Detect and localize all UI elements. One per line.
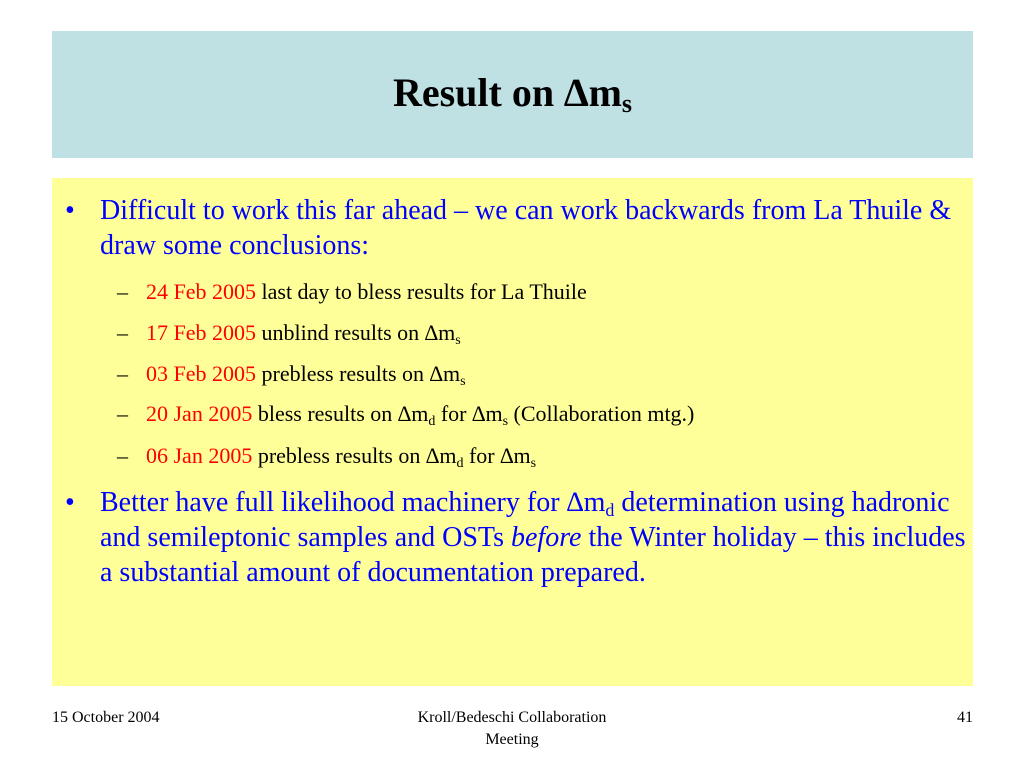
sub-subscript: s: [455, 333, 461, 348]
sub-subscript: s: [530, 456, 537, 471]
sub-text: [146, 361, 466, 387]
sub-subscript: s: [502, 414, 509, 429]
sub-subscript: s: [460, 374, 466, 389]
footer-title: [380, 707, 644, 751]
title-m: m: [588, 70, 622, 115]
slide-title: [393, 69, 632, 116]
sub-desc: prebless results on ∆m: [252, 443, 457, 468]
sub-date: 17 Feb 2005: [146, 320, 256, 345]
bullet-subscript: d: [605, 500, 615, 520]
bullet-dot: •: [65, 487, 75, 518]
bullet-dot: •: [65, 195, 75, 226]
sub-date: 20 Jan 2005: [146, 401, 253, 426]
bullet-italic: before: [510, 522, 582, 553]
footer-date: 15 October 2004: [52, 709, 160, 726]
bullet-pre: Better have full likelihood machinery for ∆m: [100, 487, 606, 518]
sub-dash: –: [117, 401, 128, 426]
sub-date: 06 Jan 2005: [146, 443, 253, 468]
title-box: [52, 31, 973, 158]
bullet-mid: determination using hadronic and semileptonic samples and OSTs: [100, 487, 950, 553]
title-text: Result on: [392, 70, 565, 115]
sub-text: [146, 320, 461, 346]
sub-subscript: d: [456, 456, 464, 471]
footer-title-line1: Kroll/Bedeschi Collaboration: [417, 709, 607, 726]
sub-desc: prebless results on ∆m: [256, 361, 461, 386]
bullet-post: the Winter holiday – this includes a substantial amount of documentation prepared.: [100, 522, 966, 588]
sub-date: 03 Feb 2005: [146, 361, 256, 386]
footer-title-line2: Meeting: [485, 731, 539, 748]
sub-date: 24 Feb 2005: [146, 279, 256, 304]
sub-text: [146, 401, 694, 427]
bullet-text: [100, 485, 970, 590]
delta-symbol: ∆: [564, 70, 589, 115]
sub-text: [146, 443, 536, 469]
footer-page-number: 41: [957, 709, 973, 726]
sub-post: (Collaboration mtg.): [508, 401, 695, 426]
sub-desc: unblind results on ∆m: [256, 320, 456, 345]
bullet-text: Difficult to work this far ahead – we can work backwards from La Thuile & draw some conclusions:: [100, 195, 952, 261]
sub-desc: bless results on ∆m: [252, 401, 429, 426]
sub-dash: –: [117, 320, 128, 345]
sub-text: [146, 279, 587, 305]
sub-desc: last day to bless results for La Thuile: [256, 279, 587, 304]
sub-mid: for ∆m: [435, 401, 503, 426]
sub-subscript: d: [428, 414, 436, 429]
title-subscript: s: [621, 89, 633, 118]
content-box: [52, 178, 973, 686]
sub-dash: –: [117, 443, 128, 468]
sub-mid: for ∆m: [463, 443, 531, 468]
sub-dash: –: [117, 361, 128, 386]
sub-dash: –: [117, 279, 128, 304]
